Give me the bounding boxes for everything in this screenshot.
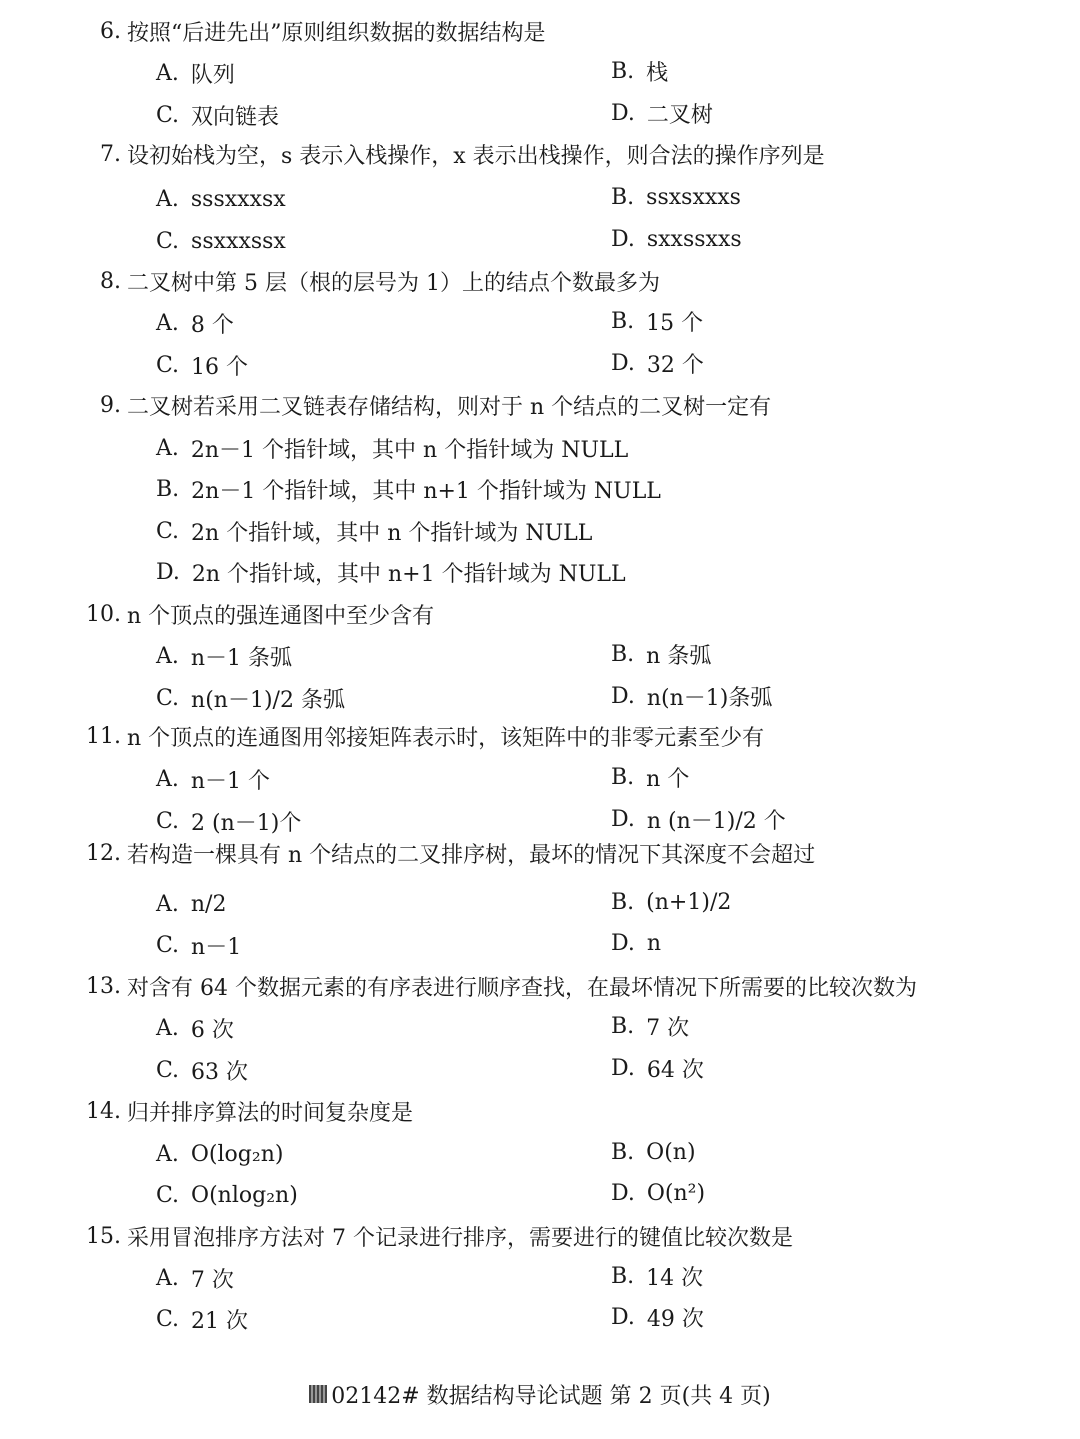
option-letter: C. [156, 1182, 180, 1208]
option-text: (n+1)/2 [646, 889, 732, 915]
option-letter: A. [156, 310, 179, 336]
option-letter: D. [611, 1055, 635, 1081]
question-text: 对含有 64 个数据元素的有序表进行顺序查找，在最坏情况下所需要的比较次数为 [127, 975, 917, 1001]
option-letter: C. [156, 1057, 180, 1083]
option-c [156, 222, 286, 260]
option-b [611, 883, 731, 921]
option-text: 15 个 [646, 310, 704, 336]
question-text: 采用冒泡排序方法对 7 个记录进行排序，需要进行的键值比较次数是 [127, 1225, 793, 1251]
option-b [611, 178, 741, 216]
option-c [156, 1051, 248, 1089]
option-text: 双向链表 [191, 104, 280, 130]
question-13 [76, 967, 917, 1005]
question-number: 12. [86, 840, 121, 866]
option-letter: C. [156, 518, 180, 544]
question-text: 归并排序算法的时间复杂度是 [127, 1100, 414, 1126]
option-text: n 个 [646, 766, 690, 792]
page-footer [0, 1374, 1080, 1414]
question-text: 设初始栈为空，s 表示入栈操作，x 表示出栈操作，则合法的操作序列是 [127, 143, 825, 169]
option-letter: B. [611, 1263, 635, 1289]
option-b [611, 1133, 696, 1171]
option-letter: A. [156, 1265, 179, 1291]
option-letter: A. [156, 1141, 179, 1167]
option-text: n 条弧 [646, 643, 712, 669]
option-letter: D. [611, 226, 635, 252]
option-text: 21 次 [191, 1308, 249, 1334]
option-a [156, 1135, 283, 1173]
option-text: O(n²) [646, 1180, 706, 1206]
option-c [156, 679, 345, 717]
question-9 [76, 386, 771, 424]
option-c [156, 96, 279, 134]
option-letter: D. [611, 100, 635, 126]
option-letter: A. [156, 766, 179, 792]
option-text: 7 次 [190, 1267, 234, 1293]
option-d [611, 220, 742, 258]
option-b [156, 470, 661, 508]
option-letter: C. [156, 102, 180, 128]
option-letter: D. [611, 1304, 635, 1330]
question-number: 15. [86, 1223, 121, 1249]
option-text: ssxsxxxs [646, 184, 741, 210]
option-d [611, 1298, 704, 1336]
option-letter: A. [156, 1015, 179, 1041]
option-c [156, 346, 248, 384]
option-text: 6 次 [190, 1017, 234, 1043]
option-b [611, 758, 689, 796]
option-a [156, 429, 628, 467]
option-text: O(log₂n) [190, 1141, 284, 1167]
option-text: sxxssxxs [646, 226, 742, 252]
option-d [611, 94, 713, 132]
option-letter: B. [611, 58, 635, 84]
option-a [156, 760, 270, 798]
option-letter: D. [611, 350, 635, 376]
option-b [611, 302, 703, 340]
question-number: 9. [100, 392, 121, 418]
option-letter: C. [156, 808, 180, 834]
question-number: 6. [100, 18, 121, 44]
question-number: 14. [86, 1098, 121, 1124]
option-a [156, 637, 292, 675]
question-text: n 个顶点的强连通图中至少含有 [127, 603, 435, 629]
question-number: 7. [100, 141, 121, 167]
option-text: n [646, 930, 662, 956]
option-text: 8 个 [190, 312, 234, 338]
option-letter: C. [156, 1306, 180, 1332]
option-text: n/2 [190, 891, 227, 917]
option-text: 2 (n－1)个 [191, 810, 302, 836]
question-number: 11. [86, 723, 121, 749]
option-letter: B. [611, 764, 635, 790]
question-number: 10. [86, 601, 121, 627]
option-text: 栈 [646, 60, 669, 86]
option-text: 2n 个指针域，其中 n 个指针域为 NULL [191, 520, 593, 546]
option-text: n－1 条弧 [190, 645, 293, 671]
option-d [156, 553, 626, 591]
option-text: 14 次 [646, 1265, 704, 1291]
option-text: n (n－1)/2 个 [646, 808, 786, 834]
question-text: 二叉树中第 5 层（根的层号为 1）上的结点个数最多为 [127, 270, 660, 296]
option-d [611, 924, 661, 962]
question-7 [76, 135, 825, 173]
question-text: 二叉树若采用二叉链表存储结构，则对于 n 个结点的二叉树一定有 [127, 394, 772, 420]
option-letter: A. [156, 186, 179, 212]
option-letter: A. [156, 60, 179, 86]
option-text: n(n－1)条弧 [646, 685, 773, 711]
option-text: n(n－1)/2 条弧 [191, 687, 345, 713]
option-c [156, 512, 592, 550]
option-letter: A. [156, 643, 179, 669]
option-d [611, 1049, 704, 1087]
question-11 [76, 717, 764, 755]
option-text: 16 个 [191, 354, 249, 380]
question-14 [76, 1092, 413, 1130]
option-b [611, 635, 711, 673]
option-letter: C. [156, 685, 180, 711]
option-letter: D. [611, 806, 635, 832]
question-text: n 个顶点的连通图用邻接矩阵表示时，该矩阵中的非零元素至少有 [127, 725, 765, 751]
question-number: 13. [86, 973, 121, 999]
option-text: 队列 [190, 62, 235, 88]
option-b [611, 1257, 703, 1295]
question-10 [76, 595, 434, 633]
option-text: 二叉树 [646, 102, 713, 128]
option-a [156, 885, 226, 923]
option-d [611, 1174, 705, 1212]
option-text: O(nlog₂n) [191, 1182, 298, 1208]
question-8 [76, 262, 660, 300]
option-text: 2n－1 个指针域，其中 n+1 个指针域为 NULL [191, 478, 661, 504]
option-text: 2n 个指针域，其中 n+1 个指针域为 NULL [191, 561, 626, 587]
option-a [156, 304, 234, 342]
option-text: sssxxxsx [190, 186, 286, 212]
option-letter: B. [611, 308, 635, 334]
question-12 [76, 834, 815, 872]
option-text: n－1 个 [190, 768, 271, 794]
option-letter: D. [611, 683, 635, 709]
option-letter: B. [611, 184, 635, 210]
option-a [156, 1009, 234, 1047]
question-text: 若构造一棵具有 n 个结点的二叉排序树，最坏的情况下其深度不会超过 [127, 842, 816, 868]
option-letter: B. [611, 1013, 635, 1039]
option-d [611, 677, 772, 715]
option-a [156, 1259, 234, 1297]
option-a [156, 180, 286, 218]
option-d [611, 800, 786, 838]
option-text: 63 次 [191, 1059, 249, 1085]
option-c [156, 1176, 298, 1214]
question-text: 按照“后进先出”原则组织数据的数据结构是 [127, 20, 546, 46]
option-d [611, 344, 704, 382]
option-letter: D. [156, 559, 180, 585]
option-text: 32 个 [646, 352, 704, 378]
option-letter: D. [611, 1180, 635, 1206]
option-a [156, 54, 235, 92]
footer-text: 02142# 数据结构导论试题 第 2 页(共 4 页) [331, 1383, 771, 1409]
option-text: 49 次 [646, 1306, 704, 1332]
question-15 [76, 1217, 793, 1255]
option-letter: B. [156, 476, 180, 502]
option-c [156, 926, 241, 964]
option-letter: C. [156, 352, 180, 378]
option-text: n－1 [191, 934, 242, 960]
option-text: ssxxxssx [191, 228, 286, 254]
option-b [611, 1007, 689, 1045]
barcode-icon [309, 1385, 327, 1403]
option-text: 7 次 [646, 1015, 690, 1041]
option-text: 2n－1 个指针域，其中 n 个指针域为 NULL [190, 437, 629, 463]
option-letter: B. [611, 1139, 635, 1165]
option-b [611, 52, 668, 90]
option-letter: B. [611, 641, 635, 667]
option-c [156, 1300, 248, 1338]
option-letter: B. [611, 889, 635, 915]
option-letter: D. [611, 930, 635, 956]
option-letter: C. [156, 932, 180, 958]
question-6 [76, 12, 546, 50]
option-text: 64 次 [646, 1057, 704, 1083]
question-number: 8. [100, 268, 121, 294]
option-letter: C. [156, 228, 180, 254]
option-letter: A. [156, 435, 179, 461]
option-text: O(n) [646, 1139, 696, 1165]
option-letter: A. [156, 891, 179, 917]
